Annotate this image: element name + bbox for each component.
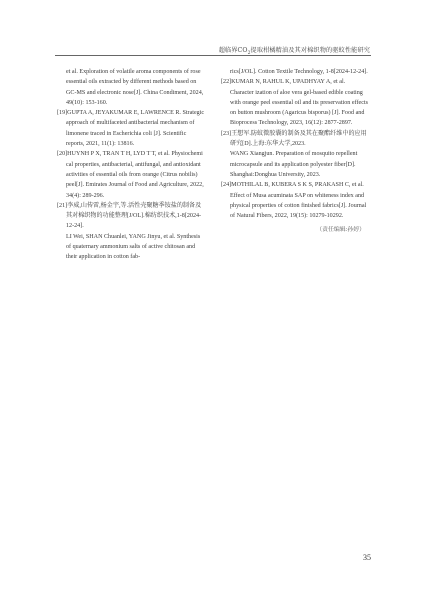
running-header-post: 提取柑橘精油及其对棉织物的驱蚊性能研究 — [250, 47, 370, 54]
reference-column-right — [221, 67, 369, 236]
reference-entry — [221, 77, 369, 128]
reference-entry — [57, 108, 205, 149]
reference-label: [22] — [221, 79, 232, 86]
reference-entry — [57, 67, 205, 108]
running-header-sub: 2 — [247, 51, 251, 57]
reference-text-en: WANG Xiangjun. Preparation of mosquito repellent microcapsule and its application polyester fiber[D]. Shanghai:Donghua University, 2023. — [230, 151, 358, 178]
reference-entry — [57, 149, 205, 200]
reference-label: [19] — [57, 110, 68, 117]
reference-label: [23] — [221, 130, 232, 137]
reference-entry — [221, 180, 369, 221]
reference-text-en: GUPTA A, JEYAKUMAR E, LAWRENCE R. Strategic approach of multifaceted antibacterial mechanism of limonene traced in Escherichia coli [J]. Scientific reports, 2021, 11(1): 13816. — [66, 110, 205, 148]
reference-label: [21] — [57, 202, 68, 209]
reference-entry — [221, 67, 369, 77]
reference-text-en: MOTHILAL B, KUBERA S K S, PRAKASH C, et al. Effect of Musa acuminata SAP on whiteness index and physical properties of cotton finished fabrics[J]. Journal of Natural Fibers, 2022, 19(15): 10279-10292. — [230, 182, 367, 220]
reference-text-zh: 王想军.防蚊微胶囊的制备及其在聚酯纤维中的应用研究[D].上海:东华大学,2023. — [230, 130, 367, 148]
header-rule — [55, 55, 371, 56]
reference-text-zh: 李威,山传雷,杨金宇,等.活性壳聚糖季铵盐的制备及其对棉织物的功能整理[J/OL].棉纺织技术,1-8[2024-12-24]. — [66, 202, 202, 230]
reference-text-en: et al. Exploration of volatile aroma components of rose essential oils extracted by different methods based on GC-MS and electronic nose[J]. China Condiment, 2024, 49(10): 153-160. — [66, 69, 204, 106]
reference-text-en: LI Wei, SHAN Chuanlei, YANG Jinyu, et al. Synthesis of quaternary ammonium salts of active chitosan and their application in cotton fab- — [66, 233, 201, 261]
running-header-pre: 超临界CO — [218, 47, 248, 54]
reference-text-en: KUMAR N, RAHUL K, UPADHYAY A, et al. Character ization of aloe vera gel-based edible coating with orange peel essential oil and its preservation effects on button mushroom (Agaricus bisporus) [J]. Food and Bioprocess Technology, 2023, 16(12): 2877-2897. — [230, 79, 368, 127]
reference-column-left — [57, 67, 205, 263]
reference-text-en: rics[J/OL]. Cotton Textile Technology, 1-8[2024-12-24]. — [230, 69, 368, 75]
reference-entry — [57, 201, 205, 263]
editor-note: （责任编辑:孙婷） — [316, 227, 365, 234]
reference-text-en: HUYNH P X, TRAN T H, LYD T T, et al. Physiochemi cal properties, antibacterial, antifungal, and antioxidant activities of essential oils from orange (Citrus nobilis) peel[J]. Emirates Journal of Food and Agriculture, 2022, 34(4): 289-296. — [66, 151, 204, 199]
reference-label: [24] — [221, 182, 232, 189]
reference-entry — [221, 129, 369, 180]
page-number: 35 — [363, 553, 371, 562]
reference-label: [20] — [57, 151, 68, 158]
